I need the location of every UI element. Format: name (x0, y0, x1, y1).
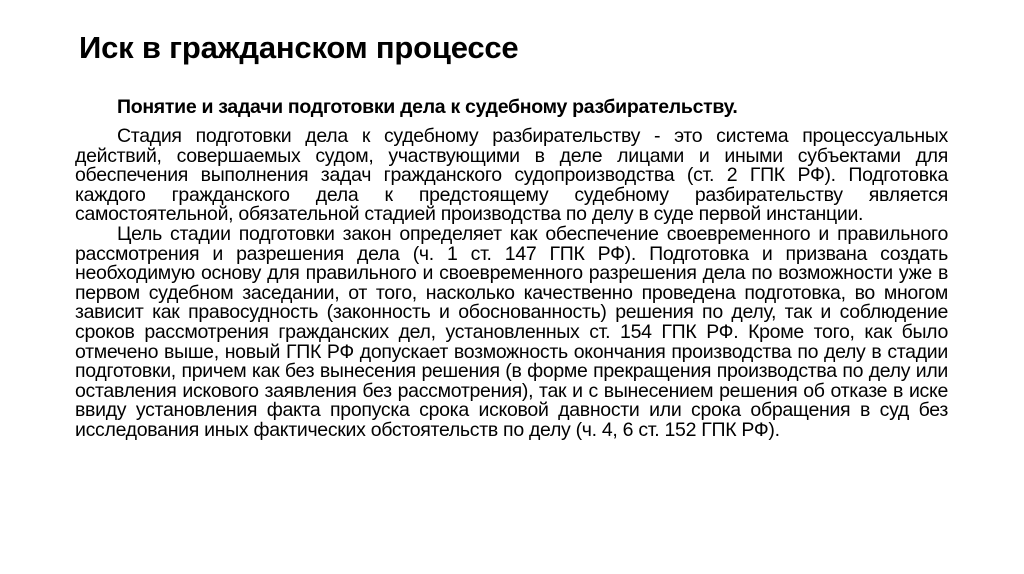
slide-content (75, 95, 948, 441)
slide-title: Иск в гражданском процессе (79, 30, 519, 65)
paragraph-preparation-stage: Стадия подготовки дела к судебному разбирательству - это система процессуальных действий, совершаемых судом, участвующими в деле лицами и иными субъектами для обеспечения выполнения задач гражданского судопроизводства (ст. 2 ГПК РФ). Подготовка каждого гражданского дела к предстоящему судебному разбирательству является самостоятельной, обязательной стадией производства по делу в суде первой инстанции. (75, 125, 948, 226)
paragraph-preparation-goal: Цель стадии подготовки закон определяет как обеспечение своевременного и правильного рассмотрения и разрешения дела (ч. 1 ст. 147 ГПК РФ). Подготовка и призвана создать необходимую основу для правильного и своевременного разрешения дела по возможности уже в первом судебном заседании, от того, насколько качественно проведена подготовка, во многом зависит как правосудность (законность и обоснованность) решения по делу, так и соблюдение сроков рассмотрения гражданских дел, установленных ст. 154 ГПК РФ. Кроме того, как было отмечено выше, новый ГПК РФ допускает возможность окончания производства по делу в стадии подготовки, причем как без вынесения решения (в форме прекращения производства по делу или оставления искового заявления без рассмотрения), так и с вынесением решения об отказе в иске ввиду установления факта пропуска срока исковой давности или срока обращения в суд без исследования иных фактических обстоятельств по делу (ч. 4, 6 ст. 152 ГПК РФ). (75, 222, 948, 441)
section-subtitle: Понятие и задачи подготовки дела к судебному разбирательству. (117, 96, 738, 118)
